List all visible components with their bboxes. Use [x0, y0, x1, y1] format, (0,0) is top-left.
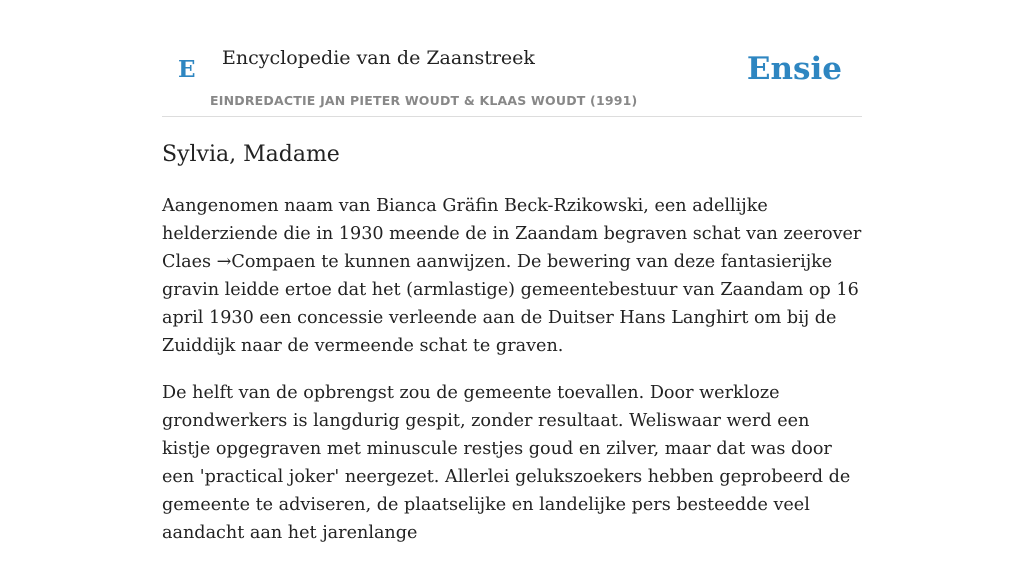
brand-logo-link[interactable]: Ensie	[746, 51, 842, 87]
entry-body	[162, 192, 862, 566]
book-title-link[interactable]: Encyclopedie van de Zaanstreek	[222, 47, 535, 69]
paragraph-1	[162, 192, 862, 360]
paragraph-1-start: Aangenomen naam van Bianca Gräfin Beck-Rzikowski, een adellijke helderziende die in 1930 meende de in Zaandam begraven schat van zeerover Claes	[162, 196, 862, 272]
compaen-reference-link[interactable]: →Compaen	[216, 252, 316, 272]
editors-credit: EINDREDACTIE JAN PIETER WOUDT & KLAAS WOUDT (1991)	[210, 93, 638, 108]
page	[162, 0, 862, 543]
entry-title: Sylvia, Madame	[162, 142, 340, 167]
header	[162, 0, 862, 117]
paragraph-2: De helft van de opbrengst zou de gemeente toevallen. Door werkloze grondwerkers is langdurig gespit, zonder resultaat. Weliswaar werd een kistje opgegraven met minuscule restjes goud en zilver, maar dat was door een 'practical joker' neergezet. Allerlei gelukszoekers hebben geprobeerd de gemeente te adviseren, de plaatselijke en landelijke pers besteedde veel aandacht aan het jarenlange	[162, 383, 851, 543]
paragraph-1-end: te kunnen aanwijzen. De bewering van deze fantasierijke gravin leidde ertoe dat het (armlastige) gemeentebestuur van Zaandam op 16 april 1930 een concessie verleende aan de Duitser Hans Langhirt om bij de Zuiddijk naar de vermeende schat te graven.	[162, 252, 859, 356]
logo-icon[interactable]: E	[178, 56, 196, 83]
